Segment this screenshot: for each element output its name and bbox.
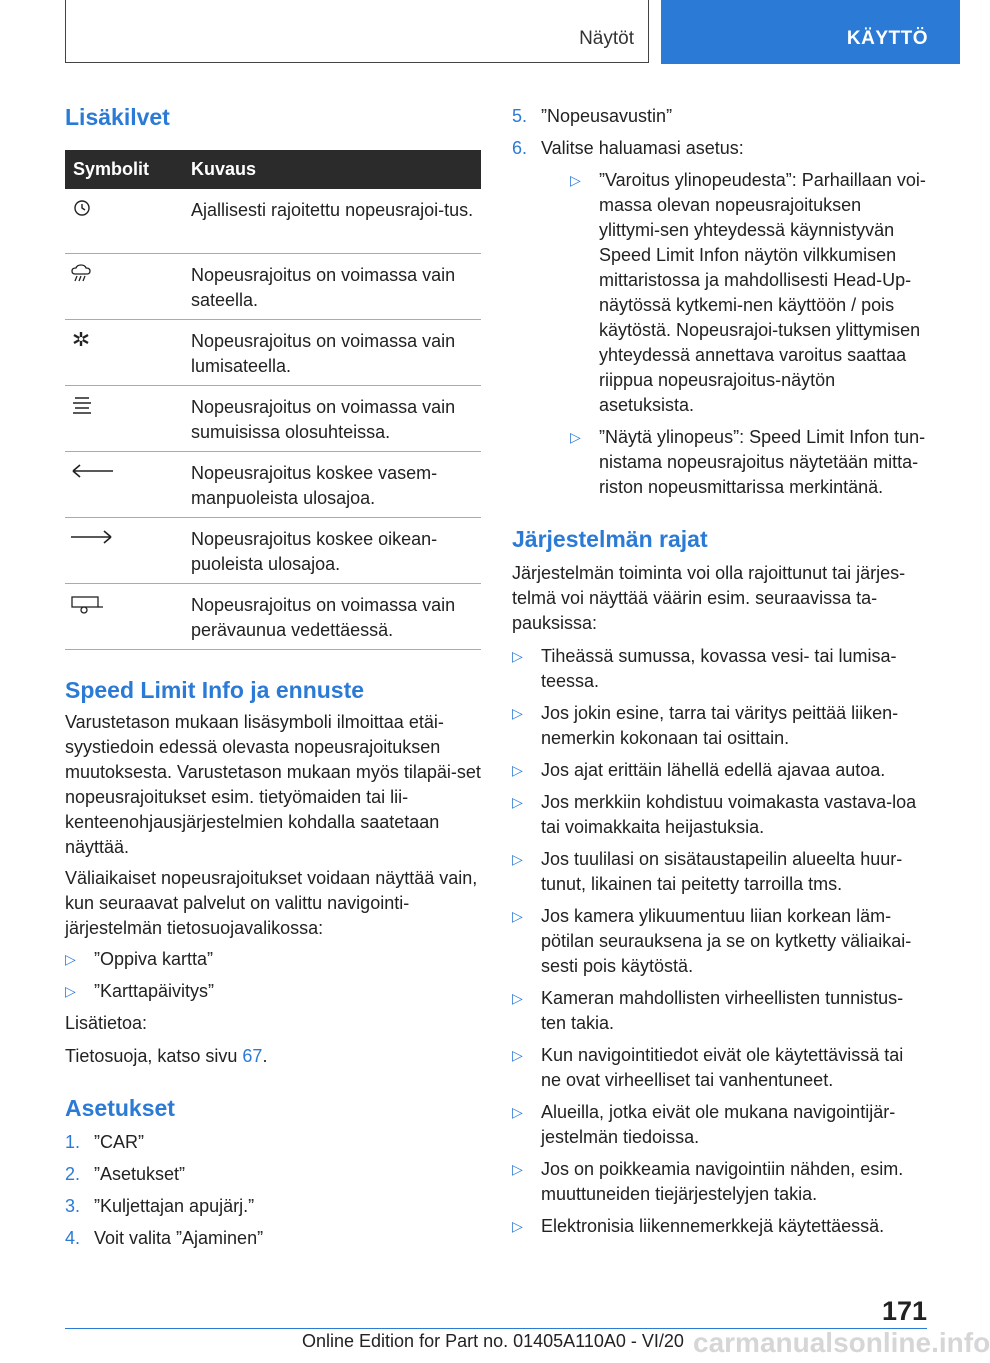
description-cell: Nopeusrajoitus on voimassa vain sumuisissa olosuhteissa. [181, 385, 481, 451]
list-item-text: ”Karttapäivitys” [94, 980, 215, 1001]
description-cell: Nopeusrajoitus on voimassa vain lumisateella. [181, 319, 481, 385]
list-item [65, 947, 481, 972]
description-cell: Nopeusrajoitus on voimassa vain sateella. [181, 253, 481, 319]
watermark: carmanualsonline.info [693, 1327, 990, 1358]
list-item [512, 644, 926, 694]
list-item-text: ”Näytä ylinopeus”: Speed Limit Infon tun‐nistama nopeusrajoitus näytetään mitta‐riston nopeusmittarissa merkintänä. [599, 427, 926, 497]
more-info-suffix: . [262, 1045, 268, 1066]
right-column [512, 104, 926, 1246]
symbol-cell [65, 253, 181, 319]
list-item [65, 1162, 481, 1187]
step-text: ”Nopeusavustin” [541, 106, 673, 126]
list-item-text: Jos kamera ylikuumentuu liian korkean läm‐pötilan seurauksena ja se on kytketty väliaikai‐sesti pois käytöstä. [541, 906, 912, 976]
more-info-prefix: Tietosuoja, katso sivu [65, 1045, 243, 1066]
rajat-intro: Järjestelmän toiminta voi olla rajoittunut tai järjes‐telmä voi näyttää väärin esim. seuraavissa ta‐pauksissa: [512, 563, 906, 633]
page-header [0, 0, 960, 66]
more-info-text [65, 1044, 481, 1069]
page-number: 171 [881, 1296, 927, 1326]
asetukset-heading: Asetukset [65, 1094, 175, 1121]
list-item-text: Alueilla, jotka eivät ole mukana navigointijär‐jestelmän tiedoissa. [541, 1102, 896, 1147]
table-row [65, 517, 481, 583]
list-item [512, 758, 926, 783]
service-list [65, 947, 481, 1004]
edition-text: Online Edition for Part no. 01405A110A0 - VI/20 [302, 1331, 684, 1351]
limits-list [512, 644, 926, 1239]
steps-list-right [512, 104, 926, 500]
table-row [65, 451, 481, 517]
clock-icon [69, 199, 181, 219]
table-header-row [65, 150, 481, 189]
list-item [512, 1214, 926, 1239]
list-item-text: Kun navigointitiedot eivät ole käytettävissä tai ne ovat virheelliset tai vanhentuneet. [541, 1045, 904, 1090]
step-text: ”Asetukset” [94, 1163, 186, 1184]
table-row [65, 385, 481, 451]
step-text: Voit valita ”Ajaminen” [94, 1227, 264, 1248]
steps-list-left [65, 1130, 481, 1251]
list-item-text: ”Oppiva kartta” [94, 948, 214, 969]
list-item-text: Kameran mahdollisten virheellisten tunnistus‐ten takia. [541, 988, 904, 1033]
symbol-cell [65, 451, 181, 517]
table-row [65, 319, 481, 385]
rajat-heading: Järjestelmän rajat [512, 526, 708, 552]
bullet-triangle-icon: ▷ [570, 172, 581, 188]
rain-cloud-icon [69, 264, 181, 284]
list-item-text: ”Varoitus ylinopeudesta”: Parhaillaan voi‐massa olevan nopeusrajoituksen ylittymi‐sen yhteydessä käynnistyvän Speed Limit Infon näytön vilkkumisen mittaristossa ja mahdollisesti Head-Up-näytössä kytkemi‐nen käyttöön / pois käytöstä. Nopeusrajoi‐tuksen ylittymisen yhteydessä annettava varoitus saattaa riippua nopeusrajoitus‐näytön asetuksista. [599, 170, 926, 415]
table-row [65, 189, 481, 253]
step-number: 2. [65, 1163, 81, 1184]
col-header-symbols: Symbolit [65, 150, 181, 189]
bullet-triangle-icon: ▷ [65, 950, 76, 967]
step-number: 1. [65, 1131, 81, 1152]
bullet-triangle-icon: ▷ [512, 648, 523, 664]
fog-icon [69, 396, 181, 418]
list-item [512, 1157, 926, 1207]
trailer-icon [69, 594, 181, 616]
arrow-right-icon [69, 528, 181, 546]
bullet-triangle-icon: ▷ [512, 990, 523, 1006]
description-cell: Ajallisesti rajoitettu nopeusrajoi‐tus. [181, 189, 481, 253]
list-item [512, 790, 926, 840]
bullet-triangle-icon: ▷ [512, 762, 523, 778]
list-item [65, 1194, 481, 1219]
list-item [570, 168, 926, 418]
symbol-cell [65, 517, 181, 583]
step-number: 6. [512, 138, 528, 158]
list-item [65, 1226, 481, 1251]
bullet-triangle-icon: ▷ [512, 1161, 523, 1177]
table-row [65, 253, 481, 319]
list-item-text: Jos on poikkeamia navigointiin nähden, esim. muuttuneiden tiejärjestelyjen takia. [541, 1159, 904, 1204]
lisakilvet-heading: Lisäkilvet [65, 104, 170, 130]
bullet-triangle-icon: ▷ [512, 794, 523, 810]
symbol-table [65, 150, 481, 650]
step-number: 5. [512, 106, 528, 126]
list-item-text: Jos tuulilasi on sisätaustapeilin alueelta huur‐tunut, likainen tai peitetty tarroilla tms. [541, 849, 903, 894]
page-link[interactable]: 67 [242, 1045, 263, 1066]
bullet-triangle-icon: ▷ [512, 1218, 523, 1234]
header-chapter-tab: KÄYTTÖ [661, 0, 960, 64]
list-item-text: Elektronisia liikennemerkkejä käytettäessä. [541, 1216, 885, 1236]
list-item [512, 986, 926, 1036]
symbol-cell [65, 189, 181, 253]
description-cell: Nopeusrajoitus on voimassa vain perävaunua vedettäessä. [181, 583, 481, 649]
step-text: ”CAR” [94, 1131, 144, 1152]
list-item-text: Tiheässä sumussa, kovassa vesi- tai lumisa‐teessa. [541, 646, 897, 691]
header-section-title: Näytöt [579, 28, 634, 49]
description-cell: Nopeusrajoitus koskee vasem‐manpuoleista ulosajoa. [181, 451, 481, 517]
snowflake-icon [69, 330, 181, 350]
arrow-left-icon [69, 462, 181, 480]
list-item [512, 1100, 926, 1150]
bullet-triangle-icon: ▷ [512, 1047, 523, 1063]
list-item [512, 904, 926, 979]
bullet-triangle-icon: ▷ [512, 1104, 523, 1120]
col-header-description: Kuvaus [181, 150, 481, 189]
bullet-triangle-icon: ▷ [65, 982, 76, 999]
list-item [65, 979, 481, 1004]
speed-limit-paragraph-2: Väliaikaiset nopeusrajoitukset voidaan näyttää vain, kun seuraavat palvelut on valittu navigointi‐järjestelmän tietosuojavalikossa: [65, 867, 478, 938]
header-section-box [65, 0, 649, 63]
speed-limit-heading: Speed Limit Info ja ennuste [65, 676, 365, 703]
list-item [570, 425, 926, 500]
list-item [65, 1130, 481, 1155]
list-item-text: Jos merkkiin kohdistuu voimakasta vastava‐loa tai voimakkaita heijastuksia. [541, 792, 917, 837]
speed-limit-paragraph-1: Varustetason mukaan lisäsymboli ilmoittaa etäi‐syystiedoin edessä olevasta nopeusrajoituksen muutoksesta. Varustetason mukaan myös tilapäi‐set nopeusrajoitukset esim. tietyömaiden tai lii‐kenteenohjausjärjestelmien kohdalla saatetaan näyttää. [65, 711, 481, 857]
list-item [512, 136, 926, 500]
symbol-cell [65, 583, 181, 649]
left-column [65, 100, 481, 1258]
step-number: 4. [65, 1227, 81, 1248]
list-item [512, 701, 926, 751]
step-text: ”Kuljettajan apujärj.” [94, 1195, 255, 1216]
list-item-text: Jos ajat erittäin lähellä edellä ajavaa autoa. [541, 760, 886, 780]
more-info-label: Lisätietoa: [65, 1012, 148, 1033]
step-number: 3. [65, 1195, 81, 1216]
bullet-triangle-icon: ▷ [512, 851, 523, 867]
bullet-triangle-icon: ▷ [512, 908, 523, 924]
description-cell: Nopeusrajoitus koskee oikean‐puoleista ulosajoa. [181, 517, 481, 583]
table-row [65, 583, 481, 649]
symbol-cell [65, 319, 181, 385]
list-item [512, 847, 926, 897]
list-item [512, 1043, 926, 1093]
step-text: Valitse haluamasi asetus: [541, 138, 744, 158]
list-item-text: Jos jokin esine, tarra tai väritys peittää liiken‐nemerkin kokonaan tai osittain. [541, 703, 899, 748]
bullet-triangle-icon: ▷ [570, 429, 581, 445]
settings-sublist [541, 168, 926, 500]
bullet-triangle-icon: ▷ [512, 705, 523, 721]
list-item [512, 104, 926, 129]
symbol-cell [65, 385, 181, 451]
